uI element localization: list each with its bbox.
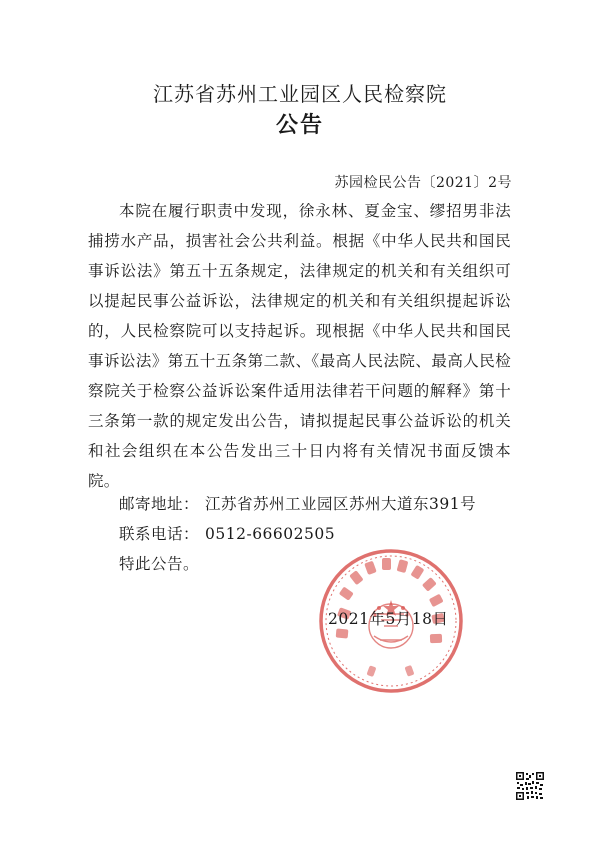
- mailing-address-value: 江苏省苏州工业园区苏州大道东391号: [205, 495, 477, 513]
- announcement-body: 本院在履行职责中发现，徐永林、夏金宝、缪招男非法捕捞水产品，损害社会公共利益。根据《中华人民共和国民事诉讼法》第五十五条规定，法律规定的机关和有关组织可以提起民事公益诉讼，法律规定的机关和有关组织提起诉讼的，人民检察院可以支持起诉。现根据《中华人民共和国民事诉讼法》第五十五条第二款、《最高人民法院、最高人民检察院关于检察公益诉讼案件适用法律若干问题的解释》第十三条第一款的规定发出公告，请拟提起民事公益诉讼的机关和社会组织在本公告发出三十日内将有关情况书面反馈本院。: [88, 202, 511, 490]
- contact-phone: [119, 522, 335, 544]
- qr-code-icon: [516, 772, 544, 800]
- closing-statement: 特此公告。: [119, 555, 200, 573]
- organization-name: 江苏省苏州工业园区人民检察院: [153, 82, 447, 106]
- document-title: 公告: [275, 113, 324, 138]
- document-number: 苏园检民公告〔2021〕2号: [334, 175, 512, 191]
- mailing-address-label: 邮寄地址：: [119, 495, 200, 513]
- contact-phone-label: 联系电话：: [119, 525, 200, 543]
- contact-phone-value: 0512-66602505: [205, 525, 336, 543]
- signing-date: 2021年5月18日: [328, 610, 449, 628]
- mailing-address: [119, 492, 476, 514]
